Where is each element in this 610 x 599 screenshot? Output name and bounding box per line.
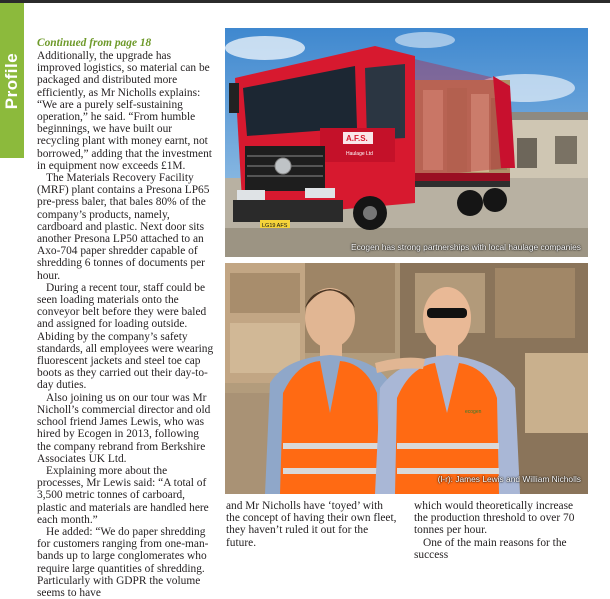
portrait-photo xyxy=(225,263,588,494)
paragraph: The Materials Recovery Facility (MRF) plant contains a Presona LP65 pre-press baler, that bales 80% of the company’s products, namely, cardboard and plastic. Next door sits another Presona LP50 attached to an Axo-704 paper shredder capable of shredding 6 tonnes of documents per hour. xyxy=(37,172,210,282)
portrait-photo-caption: (l-r): James Lewis and William Nicholls xyxy=(437,474,581,484)
paragraph: and Mr Nicholls have ‘toyed’ with the concept of having their own fleet, they haven’t ruled it out for the future. xyxy=(226,500,397,549)
paragraph: Also joining us on our tour was Mr Nicholl’s commercial director and old school friend James Lewis, who was hired by Ecogen in 2013, following the company rebrand from Berkshire Associates UK Ltd. xyxy=(37,391,211,465)
number-plate: LG19 AFS xyxy=(262,223,288,229)
article-column-2 xyxy=(226,500,398,549)
continued-note: Continued from page 18 xyxy=(37,37,152,49)
truck-photo xyxy=(225,28,588,257)
paragraph: He added: “We do paper shredding for customers ranging from one-man-bands up to large conglomerates who require large quantities of shredding. Particularly with GDPR the volume seems to have xyxy=(37,525,209,599)
truck-brand-text: A.F.S. xyxy=(346,134,368,143)
paragraph: which would theoretically increase the production threshold to over 70 tonnes per hour. xyxy=(414,500,575,537)
truck-brand-sub: Haulage Ltd xyxy=(346,151,373,157)
top-border xyxy=(0,0,610,3)
truck-illustration xyxy=(225,28,588,257)
article-column-1 xyxy=(37,37,215,599)
paragraph: During a recent tour, staff could be seen loading materials onto the conveyor belt before they were baled and assigned for loading outside. Abiding by the company’s safety standards, all employees were wearing fluorescent jackets and steel toe cap boots as they carried out their day-to-day duties. xyxy=(37,281,214,392)
portrait-illustration xyxy=(225,263,588,494)
paragraph: Additionally, the upgrade has improved logistics, so material can be packaged and distributed more efficiently, as Mr Nicholls explains: “We are a purely self-sustaining operation,” he said. “From humble beginnings, we have built our recycling plant with money earnt, not borrowed,” adding that the investment in equipment now exceeds £1M. xyxy=(37,50,212,172)
vest-logo: ecogen xyxy=(465,409,482,415)
paragraph: One of the main reasons for the success xyxy=(414,536,567,561)
section-tab xyxy=(0,3,24,158)
paragraph: Explaining more about the processes, Mr Lewis said: “A total of 3,500 metric tonnes of carboard, plastic and materials are handled here each month.” xyxy=(37,464,209,526)
article-column-3 xyxy=(414,500,588,561)
truck-photo-caption: Ecogen has strong partnerships with local haulage companies xyxy=(351,242,581,252)
section-tab-label: Profile xyxy=(2,52,21,109)
